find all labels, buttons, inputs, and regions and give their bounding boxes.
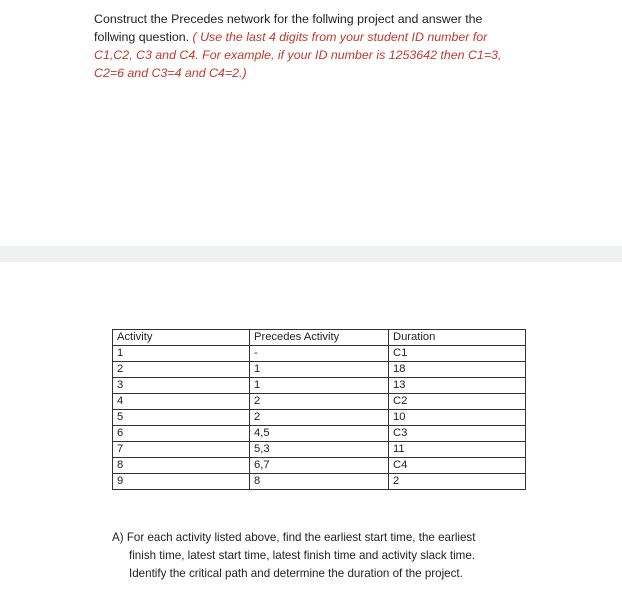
question-line-1: For each activity listed above, find the earliest start time, the earliest <box>126 531 476 544</box>
cell-duration: 18 <box>389 362 526 378</box>
cell-activity: 4 <box>113 394 250 410</box>
cell-precedes: 8 <box>250 474 389 490</box>
cell-activity: 2 <box>113 362 250 378</box>
cell-activity: 8 <box>113 458 250 474</box>
table-row <box>113 442 526 458</box>
cell-activity: 6 <box>113 426 250 442</box>
cell-precedes: 2 <box>250 410 389 426</box>
table-row <box>113 426 526 442</box>
table-row <box>113 346 526 362</box>
intro-paragraph <box>94 10 514 82</box>
cell-duration: C2 <box>389 394 526 410</box>
question-line-2: finish time, latest start time, latest finish time and activity slack time. <box>129 549 475 562</box>
table-row <box>113 378 526 394</box>
cell-precedes: 4,5 <box>250 426 389 442</box>
cell-activity: 1 <box>113 346 250 362</box>
header-activity: Activity <box>113 330 250 346</box>
cell-duration: 2 <box>389 474 526 490</box>
cell-activity: 3 <box>113 378 250 394</box>
cell-activity: 9 <box>113 474 250 490</box>
cell-activity: 5 <box>113 410 250 426</box>
cell-duration: C1 <box>389 346 526 362</box>
table-row <box>113 474 526 490</box>
table-header-row <box>113 330 526 346</box>
table-row <box>113 458 526 474</box>
cell-duration: 13 <box>389 378 526 394</box>
cell-precedes: - <box>250 346 389 362</box>
question-label: A) <box>112 531 124 544</box>
cell-duration: C3 <box>389 426 526 442</box>
header-precedes: Precedes Activity <box>250 330 389 346</box>
cell-precedes: 1 <box>250 378 389 394</box>
intro-lead: Construct the Precedes network for the follwing project and answer the follwing question. <box>94 12 483 44</box>
cell-activity: 7 <box>113 442 250 458</box>
intro-hint: ( Use the last 4 digits from your student ID number for C1,C2, C3 and C4. For example, if your ID number is 1253642 then C1=3, C2=6 and C3=4 and C4=2.) <box>94 30 502 80</box>
table-row <box>113 410 526 426</box>
table-row <box>113 362 526 378</box>
table-row <box>113 394 526 410</box>
header-duration: Duration <box>389 330 526 346</box>
activity-table-container <box>112 329 526 490</box>
question-a <box>112 529 542 583</box>
cell-duration: C4 <box>389 458 526 474</box>
cell-duration: 10 <box>389 410 526 426</box>
cell-precedes: 1 <box>250 362 389 378</box>
cell-precedes: 2 <box>250 394 389 410</box>
question-line-3: Identify the critical path and determine the duration of the project. <box>129 567 463 580</box>
activity-table <box>112 329 526 490</box>
cell-precedes: 6,7 <box>250 458 389 474</box>
table-body <box>113 346 526 490</box>
cell-duration: 11 <box>389 442 526 458</box>
card-divider <box>0 246 622 262</box>
cell-precedes: 5,3 <box>250 442 389 458</box>
